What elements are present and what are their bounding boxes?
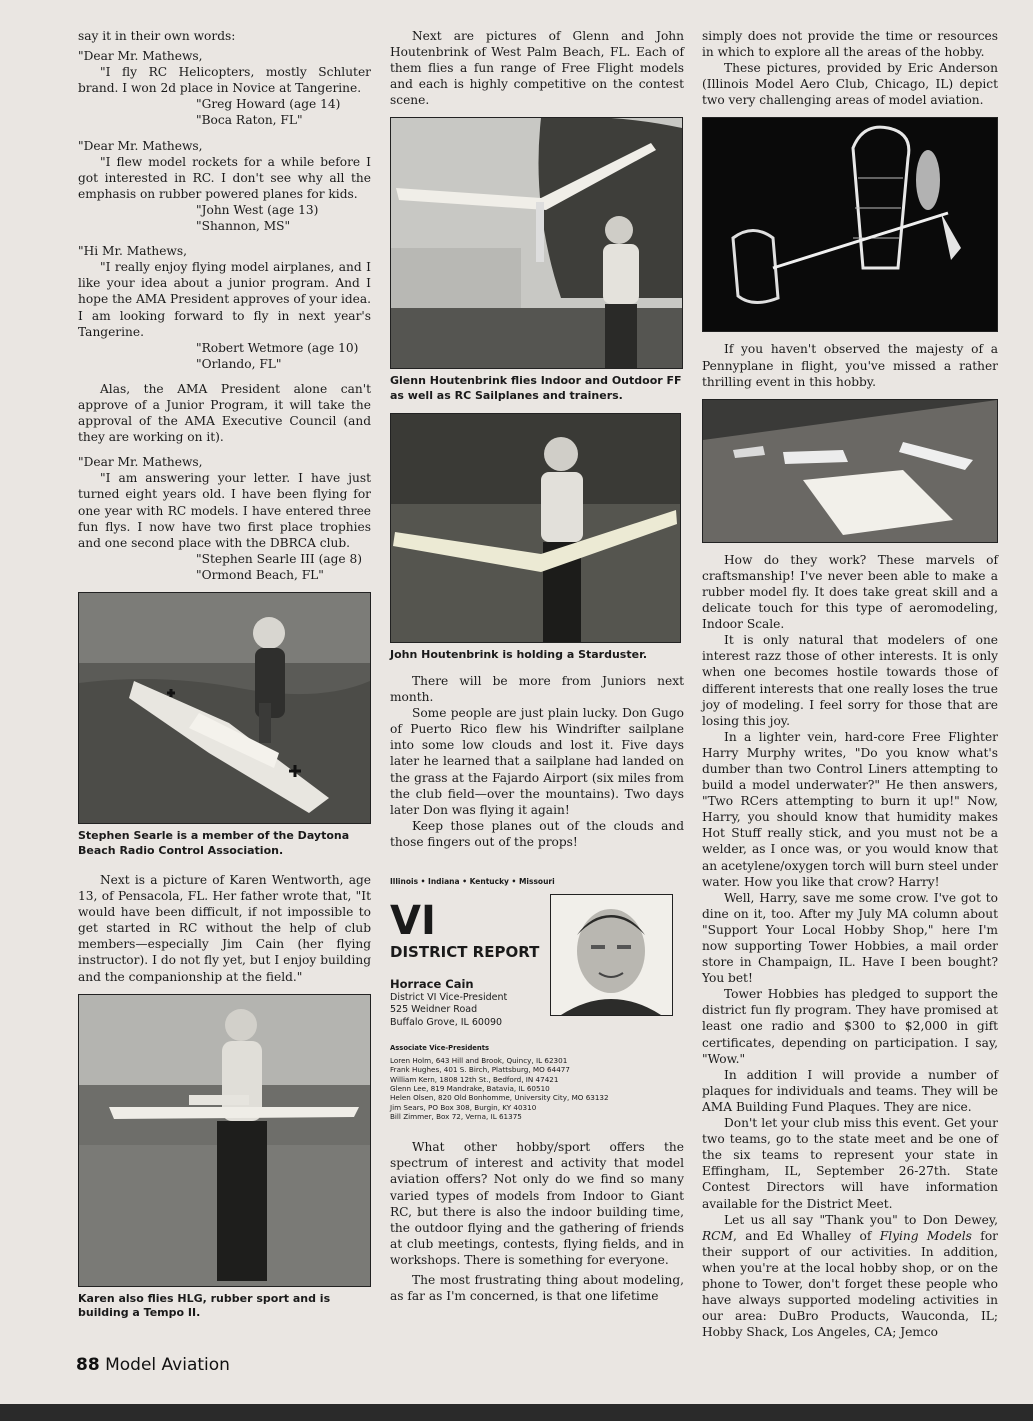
photo-caption: John Houtenbrink is holding a Starduster.: [390, 648, 648, 662]
letter: [78, 243, 371, 372]
letter: [78, 138, 371, 235]
avp-entry: William Kern, 1808 12th St., Bedford, IN 47421: [390, 1074, 559, 1084]
photo-glenn-houtenbrink: [390, 117, 683, 369]
body-paragraph: In addition I will provide a number of plaques for individuals and teams. They will be AMA Building Fund Plaques. They are nice.: [702, 1067, 998, 1114]
photo-pennyplane: [702, 117, 998, 332]
avp-entry: Glenn Lee, 819 Mandrake, Batavia, IL 60510: [390, 1084, 550, 1094]
body-paragraph: Next are pictures of Glenn and John Houtenbrink of West Palm Beach, FL. Each of them flies a fun range of Free Flight models and each is highly competitive on the contest scene.: [390, 29, 684, 108]
lead-text: say it in their own words:: [78, 29, 236, 43]
body-paragraph: Keep those planes out of the clouds and those fingers out of the props!: [390, 818, 684, 849]
letter-place: "Orlando, FL": [196, 356, 282, 371]
avp-entry: Bill Zimmer, Box 72, Verna, IL 61375: [390, 1111, 522, 1121]
body-paragraph: Let us all say "Thank you" to Don Dewey, RCM, and Ed Whalley of Flying Models for their support of our activities. In addition, when you're at the local hobby shop, or on the phone to Tower, don't forget these people who have always supported modeling activities in our area: DuBro Products, Wauconda, IL; Hobby Shack, Los Angeles, CA; Jemco: [702, 1212, 998, 1340]
column-1: [78, 28, 371, 1331]
page-footer: [76, 1355, 230, 1375]
photo-stephen-searle: [78, 592, 371, 824]
photo-indoor-scale: [702, 399, 998, 543]
letter-place: "Ormond Beach, FL": [196, 567, 324, 582]
avp-entry: Frank Hughes, 401 S. Birch, Plattsburg, MO 64477: [390, 1065, 570, 1075]
body-paragraph: Well, Harry, save me some crow. I've got to dine on it, too. After my July MA column about "Support Your Local Hobby Shop," here I'm now supporting Tower Hobbies, a mail order store in Champaign, IL. Have I been bought? You bet!: [702, 890, 998, 986]
district-vp-address: [390, 992, 507, 1029]
avp-entry: Helen Olsen, 820 Old Bonhomme, University City, MO 63132: [390, 1093, 609, 1103]
letter-signature: "John West (age 13): [196, 202, 319, 217]
body-paragraph: How do they work? These marvels of craftsmanship! I've never been able to make a rubber model fly. It does take great skill and a delicate touch for this type of aeromodeling, Indoor Scale.: [702, 552, 998, 632]
letter-signature: "Greg Howard (age 14): [196, 97, 341, 112]
letter: [78, 48, 371, 128]
body-paragraph: Alas, the AMA President alone can't approve of a Junior Program, it will take the approval of the AMA Executive Council (and they are working on it).: [78, 381, 371, 445]
portrait-horrace-cain: [550, 894, 673, 1016]
district-report-header: [390, 894, 684, 1040]
photo-caption: Karen also flies HLG, rubber sport and is building a Tempo II.: [78, 1291, 331, 1320]
magazine-name: Model Aviation: [105, 1355, 230, 1375]
letter-salutation: "Dear Mr. Mathews,: [78, 138, 203, 153]
body-paragraph: Tower Hobbies has pledged to support the district fun fly program. They have promised at least one radio and $300 to $2,000 in gift certificates, depending on participation. I say, "Wow.": [702, 987, 998, 1066]
letter-salutation: "Hi Mr. Mathews,: [78, 244, 187, 259]
photo-caption: Stephen Searle is a member of the Daytona Beach Radio Control Association.: [78, 829, 350, 857]
letter-body: "I fly RC Helicopters, mostly Schluter brand. I won 2d place in Novice at Tangerine.: [78, 65, 371, 96]
body-paragraph: In a lighter vein, hard-core Free Flighter Harry Murphy writes, "Do you know what's dumber than two Control Liners attempting to build a model underwater?" He then answers, "Two RCers attempting to burn it up!" Now, Harry, you should know that humidity makes Hot Stuff really stick, and you must not be a welder, as I once was, or you would know that an acetylene/oxygen torch will burn steel under water. How you like that crow? Harry!: [702, 729, 998, 889]
photo-caption: Glenn Houtenbrink flies Indoor and Outdoor FF as well as RC Sailplanes and trainers.: [390, 374, 682, 402]
letter-body: "I am answering your letter. I have just turned eight years old. I have been flying for one year with RC models. I have entered three fun flys. I now have two first place trophies and one second place with the DBRCA club.: [78, 471, 371, 550]
photo-john-houtenbrink: [390, 413, 681, 643]
letter-place: "Boca Raton, FL": [196, 113, 303, 128]
letter-salutation: "Dear Mr. Mathews,: [78, 49, 203, 64]
letter-body: "I flew model rockets for a while before I got interested in RC. I don't see why all the emphasis on rubber powered planes for kids.: [78, 154, 371, 201]
address-line: 525 Weidner Road: [390, 1004, 478, 1016]
district-vp-name: Horrace Cain: [390, 977, 474, 992]
address-line: District VI Vice-President: [390, 992, 508, 1004]
body-paragraph: There will be more from Juniors next month.: [390, 673, 684, 705]
body-paragraph: If you haven't observed the majesty of a Pennyplane in flight, you've missed a rather thrilling event in this hobby.: [702, 342, 998, 389]
avp-entry: Jim Sears, PO Box 308, Burgin, KY 40310: [390, 1102, 537, 1112]
address-line: Buffalo Grove, IL 60090: [390, 1016, 503, 1028]
district-title: DISTRICT REPORT: [390, 943, 540, 962]
district-states: Illinois • Indiana • Kentucky • Missouri: [390, 877, 555, 886]
avp-list: [390, 1056, 684, 1121]
body-paragraph: Don't let your club miss this event. Get your two teams, go to the state meet and be one of the six teams to represent your state in Effingham, IL, September 26-27th. State Contest Directors will have information available for the District Meet.: [702, 1116, 998, 1211]
body-paragraph: These pictures, provided by Eric Anderson (Illinois Model Aero Club, Chicago, IL) depict two very challenging areas of model aviation.: [702, 61, 998, 108]
body-paragraph: Next is a picture of Karen Wentworth, age 13, of Pensacola, FL. Her father wrote that, "It would have been difficult, if not impossible to get started in RC without the help of club members—especially Jim Cain (her flying instructor). I do not fly yet, but I enjoy building and the companionship at the field.": [78, 873, 371, 984]
column-3: [702, 28, 998, 1340]
body-paragraph: The most frustrating thing about modeling, as far as I'm concerned, is that one lifetime: [390, 1273, 684, 1304]
body-paragraph: What other hobby/sport offers the spectrum of interest and activity that model aviation offers? Not only do we find so many varied types of models from Indoor to Giant RC, but there is also the indoor building time, the outdoor flying and the gathering of friends at club meetings, contests, flying fields, and in workshops. There is something for everyone.: [390, 1140, 684, 1267]
avp-heading: Associate Vice-Presidents: [390, 1044, 490, 1053]
avp-entry: Loren Holm, 643 Hill and Brook, Quincy, IL 62301: [390, 1056, 568, 1066]
letter-signature: "Stephen Searle III (age 8): [196, 551, 363, 566]
letter-signature: "Robert Wetmore (age 10): [196, 340, 359, 355]
letter-salutation: "Dear Mr. Mathews,: [78, 455, 203, 470]
page-number: 88: [76, 1355, 100, 1375]
body-paragraph: simply does not provide the time or resources in which to explore all the areas of the hobby.: [702, 29, 998, 60]
body-paragraph: Some people are just plain lucky. Don Gugo of Puerto Rico flew his Windrifter sailplane into some low clouds and lost it. Five days later he learned that a sailplane had landed on the grass at the Fajardo Airport (six miles from the club field—over the mountains). Two days later Don was flying it again!: [390, 706, 684, 817]
column-2: [390, 28, 684, 1304]
body-paragraph: It is only natural that modelers of one interest razz those of other interests. It is only when one becomes hostile towards those of different interests that one really loses the true joy of modeling. I feel sorry for those that are losing this joy.: [702, 633, 998, 728]
letter-place: "Shannon, MS": [196, 219, 291, 234]
district-number: VI: [390, 898, 436, 945]
letter: [78, 454, 371, 583]
photo-karen-wentworth: [78, 994, 371, 1287]
page-bottom-edge: [0, 1404, 1033, 1421]
letter-body: "I really enjoy flying model airplanes, and I like your idea about a junior program. And I hope the AMA President approves of your idea. I am looking forward to fly in next year's Tangerine.: [78, 260, 371, 339]
